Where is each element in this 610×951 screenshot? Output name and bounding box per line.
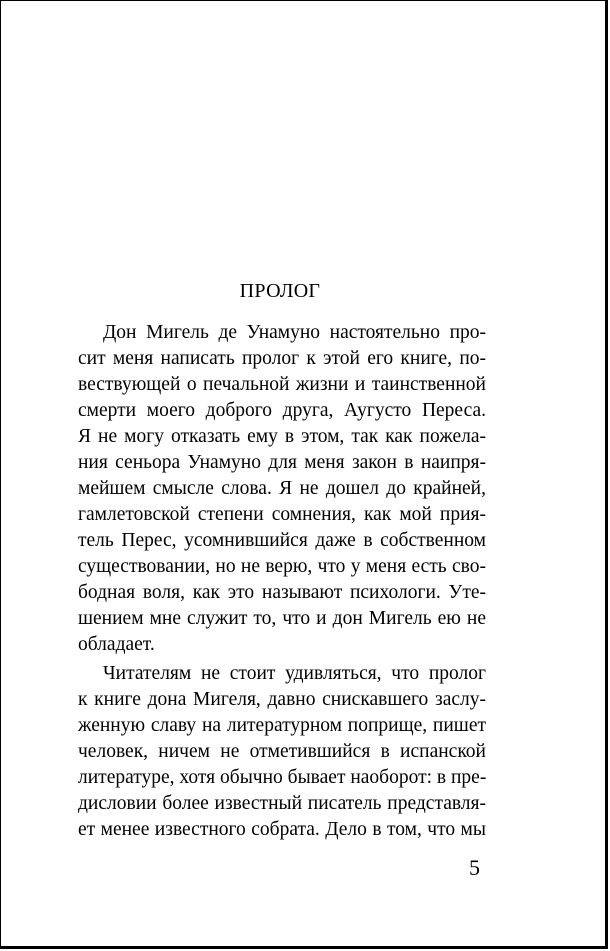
text-line: гамлетовской степени сомнения, как мой прия- xyxy=(78,504,486,525)
text-line: человек, ничем не отметившийся в испанской xyxy=(78,741,486,762)
text-line: тель Перес, усомнившийся даже в собственном xyxy=(78,530,486,551)
text-line: шением мне служит то, что и дон Мигель ею не xyxy=(78,608,486,629)
page-number: 5 xyxy=(469,855,480,880)
text-line: женную славу на литературном поприще, пишет xyxy=(78,715,486,736)
text-line: сит меня написать пролог к этой его книге, по- xyxy=(78,348,486,369)
text-line: Читателям не стоит удивляться, что пролог xyxy=(103,663,486,684)
text-line: литературе, хотя обычно бывает наоборот: в пре- xyxy=(78,767,487,788)
text-line: Дон Мигель де Унамуно настоятельно про- xyxy=(103,322,486,343)
text-line: ния сеньора Унамуно для меня закон в наипря- xyxy=(78,452,486,473)
text-line: обладает. xyxy=(78,634,155,655)
text-line: смерти моего доброго друга, Аугусто Переса. xyxy=(78,400,486,421)
text-line: дисловии более известный писатель представля- xyxy=(78,793,486,814)
text-line: к книге дона Мигеля, давно снискавшего заслу- xyxy=(78,689,486,710)
text-line: ет менее известного собрата. Дело в том, что мы xyxy=(78,819,486,840)
text-line: бодная воля, как это называют психологи. Уте- xyxy=(78,582,486,603)
text-line: вествующей о печальной жизни и таинственной xyxy=(78,374,486,395)
text-line: мейшем смысле слова. Я не дошел до крайней, xyxy=(78,478,486,499)
text-line: Я не могу отказать ему в этом, так как пожела- xyxy=(78,426,486,447)
chapter-heading: ПРОЛОГ xyxy=(239,280,321,302)
text-line: существовании, но не верю, что у меня есть сво- xyxy=(78,556,486,577)
